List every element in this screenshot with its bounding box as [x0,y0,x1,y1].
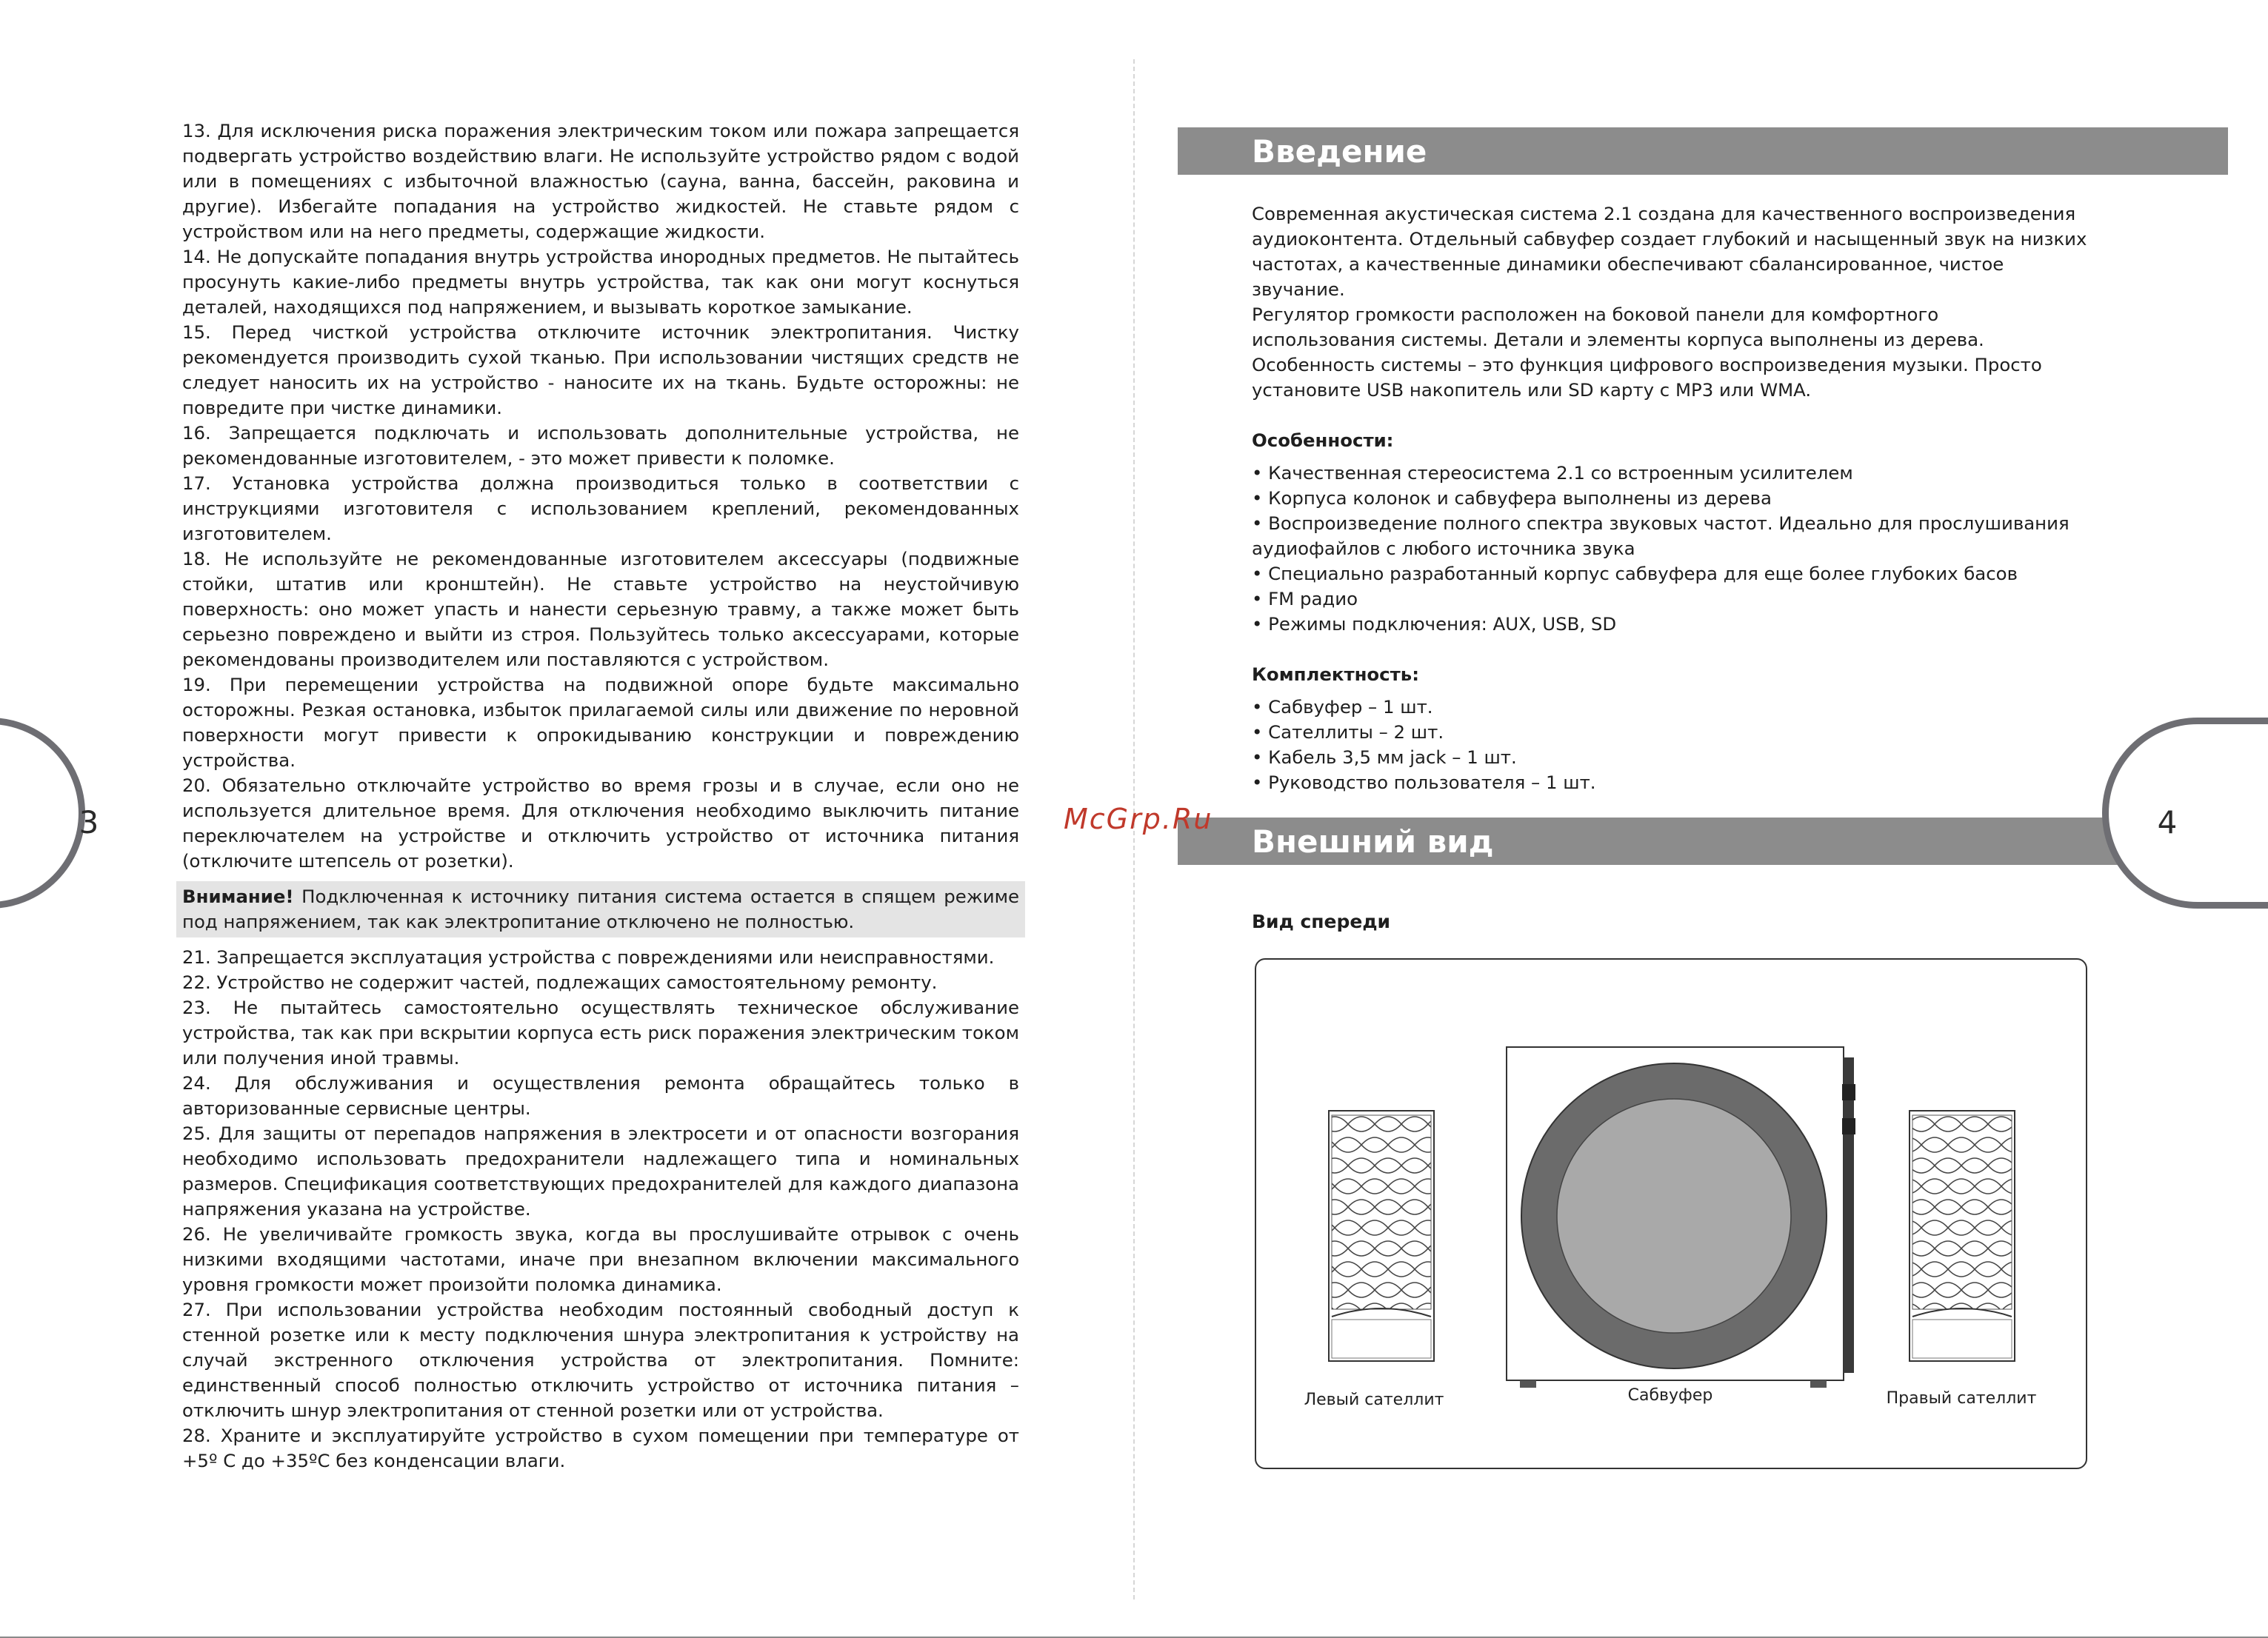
paragraph-13: 13. Для исключения риска поражения электрическим током или пожара запрещается подвергать устройство воздействию влаги. Не используйте устройство рядом с водой или в помещениях с избыточной влажностью (сауна, ванна, бассейн, раковина и другие). Избегайте попадания на устройство жидкостей. Не ставьте рядом с устройством или на него предметы, содержащие жидкости. [182,120,1019,242]
paragraph-28: 28. Храните и эксплуатируйте устройство в сухом помещении при температуре от +5º С до +35ºC без конденсации влаги. [182,1425,1019,1471]
paragraph-19: 19. При перемещении устройства на подвижной опоре будьте максимально осторожны. Резкая остановка, избыток прилагаемой силы или движение по неровной поверхности могут привести к опрокидыванию конструкции и повреждению устройства. [182,674,1019,771]
kit-item: • Кабель 3,5 мм jack – 1 шт. [1252,746,1517,768]
paragraph-24: 24. Для обслуживания и осуществления ремонта обращайтесь только в авторизованные сервисные центры. [182,1072,1019,1119]
intro-title: Введение [1252,133,1427,170]
page-number-left: 3 [79,804,99,840]
subwoofer-speaker [1507,1047,1855,1388]
feature-item: • FM радио [1252,588,1358,609]
appearance-header-band [1178,818,2118,865]
intro-header-band [1178,127,2228,175]
paragraph-14: 14. Не допускайте попадания внутрь устройства инородных предметов. Не пытайтесь просунуть какие-либо предметы внутрь устройства, так как они могут коснуться деталей, находящихся под напряжением, и вызывать короткое замыкание. [182,246,1019,318]
paragraph-18: 18. Не используйте не рекомендованные изготовителем аксессуары (подвижные стойки, штатив или кронштейн). Не ставьте устройство на неустойчивую поверхность: оно может упасть и нанести серьезную травму, а также может быть серьезно повреждено и выйти из строя. Пользуйтесь только аксессуарами, которые рекомендованы производителем или поставляются с устройством. [182,548,1019,670]
watermark-text: McGrp.Ru [1064,803,1213,835]
right-page-text [1252,201,2087,795]
feature-item: • Качественная стереосистема 2.1 со встроенным усилителем [1252,462,1853,484]
right-satellite-caption: Правый сателлит [1886,1389,2037,1408]
paragraph-27: 27. При использовании устройства необходим постоянный свободный доступ к стенной розетке или к месту подключения шнура электропитания к устройству на случай экстренного отключения устройства от электропитания. Помните: единственный способ полностью отключить устройство от источника питания – отключить шнур электропитания от стенной розетки или от устройства. [182,1299,1019,1421]
features-heading: Особенности: [1252,429,1394,451]
feature-item: • Режимы подключения: AUX, USB, SD [1252,613,1617,635]
paragraph-15: 15. Перед чисткой устройства отключите источник электропитания. Чистку рекомендуется производить сухой тканью. При использовании чистящих средств не следует наносить их на устройство - наносите их на ткань. Будьте осторожны: не повредите при чистке динамики. [182,321,1019,418]
paragraph-25: 25. Для защиты от перепадов напряжения в электросети и от опасности возгорания необходимо использовать предохранители надлежащего типа и номинальных размеров. Спецификация соответствующих предохранителей для каждого диапазона напряжения указана на устройстве. [182,1123,1019,1220]
subwoofer-caption: Сабвуфер [1627,1386,1713,1405]
left-satellite-speaker [1329,1111,1434,1361]
feature-item: • Воспроизведение полного спектра звуковых частот. Идеально для прослушивания аудиофайлов с любого источника звука [1252,512,2069,559]
paragraph-26: 26. Не увеличивайте громкость звука, когда вы прослушивайте отрывок с очень низкими входящими частотами, иначе при внезапном включении максимального уровня громкости может произойти поломка динамика. [182,1223,1019,1295]
intro-paragraph: Регулятор громкости расположен на боковой панели для комфортного использования системы. Детали и элементы корпуса выполнены из дерева. [1252,304,1984,350]
paragraph-22: 22. Устройство не содержит частей, подлежащих самостоятельному ремонту. [182,972,938,993]
warning-notice [176,881,1025,937]
kit-heading: Комплектность: [1252,663,1419,685]
intro-paragraph: Особенность системы – это функция цифрового воспроизведения музыки. Просто установите USB накопитель или SD карту с MP3 или WMA. [1252,354,2042,401]
kit-item: • Руководство пользователя – 1 шт. [1252,772,1596,793]
feature-item: • Корпуса колонок и сабвуфера выполнены из дерева [1252,487,1772,509]
paragraph-20: 20. Обязательно отключайте устройство во время грозы и в случае, если оно не используется длительное время. Для отключения необходимо выключить питание переключателем на устройстве и отключить устройство от источника питания (отключите штепсель от розетки). [182,775,1019,872]
notice-label: Внимание! [182,886,294,907]
feature-item: • Специально разработанный корпус сабвуфера для еще более глубоких басов [1252,563,2018,584]
paragraph-17: 17. Установка устройства должна производиться только в соответствии с инструкциями изготовителя с использованием креплений, рекомендованных изготовителем. [182,472,1019,544]
kit-item: • Сателлиты – 2 шт. [1252,721,1444,743]
paragraph-16: 16. Запрещается подключать и использовать дополнительные устройства, не рекомендованные изготовителем, - это может привести к поломке. [182,422,1019,469]
page-number-right: 4 [2157,804,2178,840]
kit-item: • Сабвуфер – 1 шт. [1252,696,1433,718]
front-view-heading: Вид спереди [1252,911,1391,932]
left-page-text [182,118,1019,1474]
right-satellite-speaker [1910,1111,2015,1361]
left-satellite-caption: Левый сателлит [1304,1391,1444,1409]
notice-text: Подключенная к источнику питания система остается в спящем режиме под напряжением, так как электропитание отключено не полностью. [182,886,1019,932]
paragraph-23: 23. Не пытайтесь самостоятельно осуществлять техническое обслуживание устройства, так как при вскрытии корпуса есть риск поражения электрическим током или получения иной травмы. [182,997,1019,1069]
paragraph-21: 21. Запрещается эксплуатация устройства с повреждениями или неисправностями. [182,946,995,968]
appearance-title: Внешний вид [1252,823,1494,860]
intro-paragraph: Современная акустическая система 2.1 создана для качественного воспроизведения аудиоконтента. Отдельный сабвуфер создает глубокий и насыщенный звук на низких частотах, а качественные динамики обеспечивают сбалансированное, чистое звучание. [1252,203,2087,300]
